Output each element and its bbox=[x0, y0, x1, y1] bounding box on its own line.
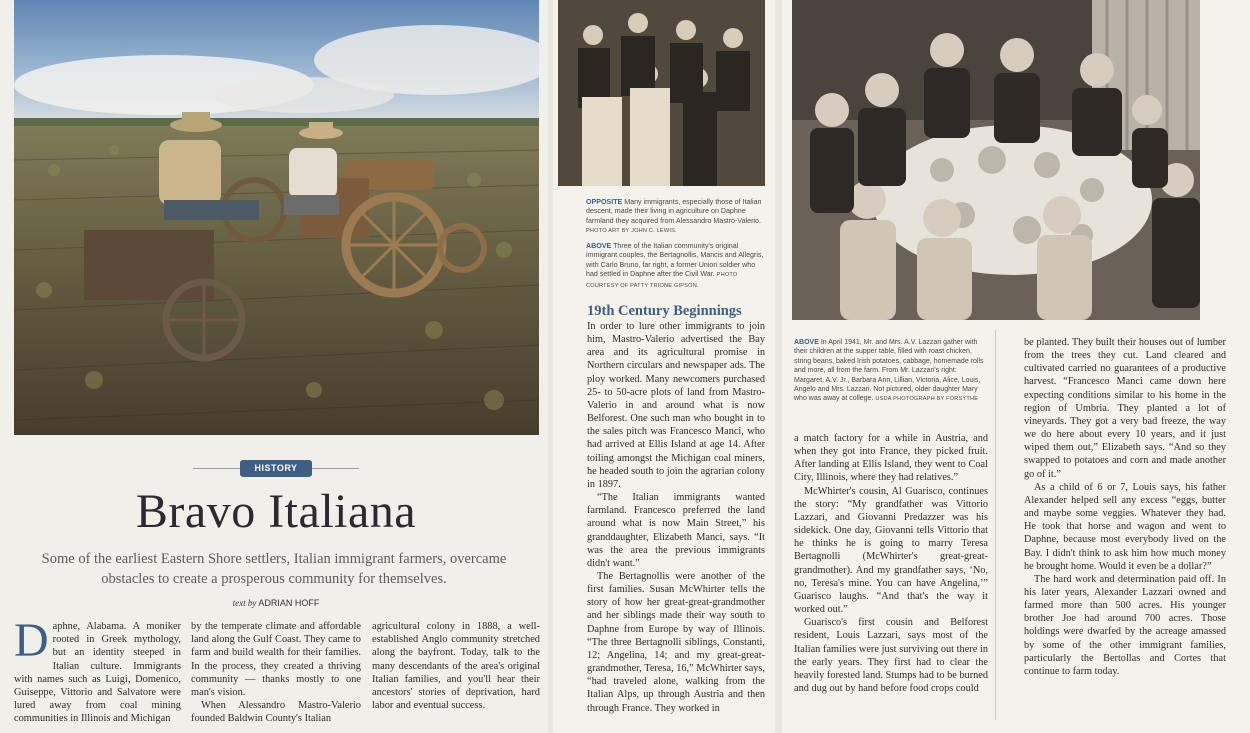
family-portrait-photo bbox=[558, 0, 765, 186]
caption-text: Three of the Italian community's original immigrant couples, the Bertagnollis, Mancis and Allegris, with Carlo Bruno, far right, a former Union soldier who had settled in Daphne after the Civil War. bbox=[586, 242, 764, 279]
family-dinner-photo bbox=[792, 0, 1200, 320]
photo-caption-above bbox=[586, 242, 766, 291]
body-column-3 bbox=[372, 620, 540, 712]
body-paragraph: The hard work and determination paid off. In his later years, Alexander Lazzari owned and farmed more than 500 acres. His younger brother Joe had around 700 acres. Those holdings were dwarfed by the acreage amassed by some of the other immigrant families, particularly the Bertollas and Cortes that continue to farm today. bbox=[1024, 573, 1226, 677]
body-paragraph: “The Italian immigrants wanted farmland. Francesco preferred the land around what is now Main Street,” his granddaughter, Elizabeth Manci, says. “It was the area the previous immigrants didn't want.” bbox=[587, 492, 765, 569]
caption-lead: ABOVE bbox=[586, 242, 612, 250]
article-headline: Bravo Italiana bbox=[135, 485, 417, 538]
caption-text: In April 1941, Mr. and Mrs. A.V. Lazzari gather with their children at the supper table, filled with roast chicken, string beans, baked Irish potatoes, cabbage, homemade rolls and more, all from the farm. From Mr. Lazzari's right: Margaret, A.V. Jr., Barbara Ann, Lillian, Victoria, Alice, Louis, Angelo and Mrs. Lazzari. Not pictured, older daughter Mary who was away at college. bbox=[794, 339, 984, 403]
right-page bbox=[782, 0, 1250, 733]
photo-credit: USDA PHOTOGRAPH BY FORSYTHE bbox=[875, 396, 979, 403]
byline bbox=[0, 598, 548, 608]
body-paragraph: a match factory for a while in Austria, and when they got into France, they picked fruit. After landing at Ellis Island, they went to Coal City, Illinois, where they had relatives.” bbox=[794, 433, 988, 484]
caption-lead: ABOVE bbox=[794, 339, 819, 346]
middle-page bbox=[553, 0, 775, 733]
body-paragraph: agricultural colony in 1888, a well-established Anglo community stretched along the bayfront. Today, talk to the many descendants of the area's original Italian families, and you'll hear their ancestors' stories of deprivation, hard labor and eventual success. bbox=[372, 621, 540, 712]
caption-text: Many immigrants, especially those of Italian descent, made their living in agriculture on Daphne farmland they acquired from Alessandro Mastro-Valerio. bbox=[586, 198, 762, 225]
column-divider bbox=[995, 330, 996, 720]
body-paragraph: aphne, Alabama. A moniker rooted in Greek mythology, but an identity steeped in Italian culture. Immigrants with names such as Luigi, Domenico, Guiseppe, Vittorio and Salvatore were lured away from coal mining communities in Illinois and Michigan bbox=[14, 621, 181, 725]
body-paragraph: by the temperate climate and affordable land along the Gulf Coast. They came to farm and build wealth for their families. In the process, they created a thriving community — thanks mostly to one man's vision. bbox=[191, 621, 361, 699]
section-label: HISTORY bbox=[240, 460, 312, 477]
body-column-5 bbox=[794, 432, 988, 695]
body-column-2 bbox=[191, 620, 361, 726]
tractor-farm-photo bbox=[14, 0, 539, 435]
body-paragraph: When Alessandro Mastro-Valerio founded Baldwin County's Italian bbox=[191, 700, 361, 725]
body-paragraph: McWhirter's cousin, Al Guarisco, continues the story: “My grandfather was Vittorio Lazzari, and Giovanni Predazzer was his sidekick. One day, Giovanni tells Vittorio that he thinks he is going to marry Teresa Bertagnolli (McWhirter's great-great-grandmother). And my grandfather says, ‘No, no, Teresa's mine. You can have Angelina,’” Guarisco laughs. “And that's the way it worked out.” bbox=[794, 485, 988, 616]
article-deck: Some of the earliest Eastern Shore settlers, Italian immigrant farmers, overcame obstacles to create a prosperous community for themselves. bbox=[41, 551, 507, 587]
body-paragraph: The Bertagnollis were another of the first families. Susan McWhirter tells the story of how her great-great-grandmother and her siblings made their way south to Daphne from Europe by way of Illinois. “The three Bertagnolli siblings, Constanti, 12; Angelina, 14; and my great-great-grandmother, Teresa, 16,” McWhirter says, “had traveled alone, walking from the Italian Alps, up through Austria and then through France. They worked in bbox=[587, 570, 765, 714]
photo-credit: PHOTO COURTESY OF PATTY TRIONE GIPSON. bbox=[586, 272, 738, 289]
photo-credit: PHOTO ART BY JOHN C. LEWIS. bbox=[586, 228, 677, 235]
body-paragraph: As a child of 6 or 7, Louis says, his father Alexander helped sell any excess “eggs, butter and maybe some veggies. Whatever they had. He took that horse and wagon and went to Daphne, because most everybody lived on the Bay. I didn't think to ask him how much money he brought home. Would it even be a dollar?” bbox=[1024, 481, 1226, 572]
body-column-1 bbox=[14, 614, 181, 726]
byline-prefix: text by bbox=[232, 598, 257, 608]
body-column-6 bbox=[1024, 336, 1226, 678]
photo-caption-opposite bbox=[586, 198, 766, 237]
caption-lead: OPPOSITE bbox=[586, 198, 623, 206]
body-paragraph: Guarisco's first cousin and Belforest resident, Louis Lazzari, says most of the Italian families were just surviving out there in the early years. They first had to clear the heavily forested land. Stumps had to be burned and dug out by hand before food crops could bbox=[794, 617, 988, 694]
body-paragraph: In order to lure other immigrants to join him, Mastro-Valerio advertised the Bay area and its agricultural promise in Northern circulars and newspaper ads. The ploy worked. Many newcomers purchased 25- to 50-acre plots of land from Mastro-Valerio in and around what is now Belforest. One such man who bought in to the sales pitch was Francesco Manci, who had arrived at Ellis Island at age 14. After toiling amongst the Michigan coal miners, he headed south to join the agrarian colony in 1897. bbox=[587, 321, 765, 490]
drop-cap: D bbox=[14, 614, 49, 667]
body-column-4 bbox=[587, 320, 765, 715]
section-tag bbox=[193, 458, 359, 480]
left-page bbox=[0, 0, 548, 733]
byline-author: ADRIAN HOFF bbox=[258, 598, 320, 608]
photo-caption-dinner bbox=[794, 338, 984, 405]
section-heading: 19th Century Beginnings bbox=[587, 303, 742, 319]
body-paragraph: be planted. They built their houses out of lumber from the trees they cut. Land cleared and cultivated carried no guarantees of a productive harvest. “Francesco Manci came down here expecting conditions similar to his home in the region of Umbria. They planted a lot of vineyards. They got a very bad freeze, the way we do here about every 10 years, and it just wiped them out,” Elizabeth says. “And so they swapped to potatoes and corn and made another go of it.” bbox=[1024, 337, 1226, 480]
